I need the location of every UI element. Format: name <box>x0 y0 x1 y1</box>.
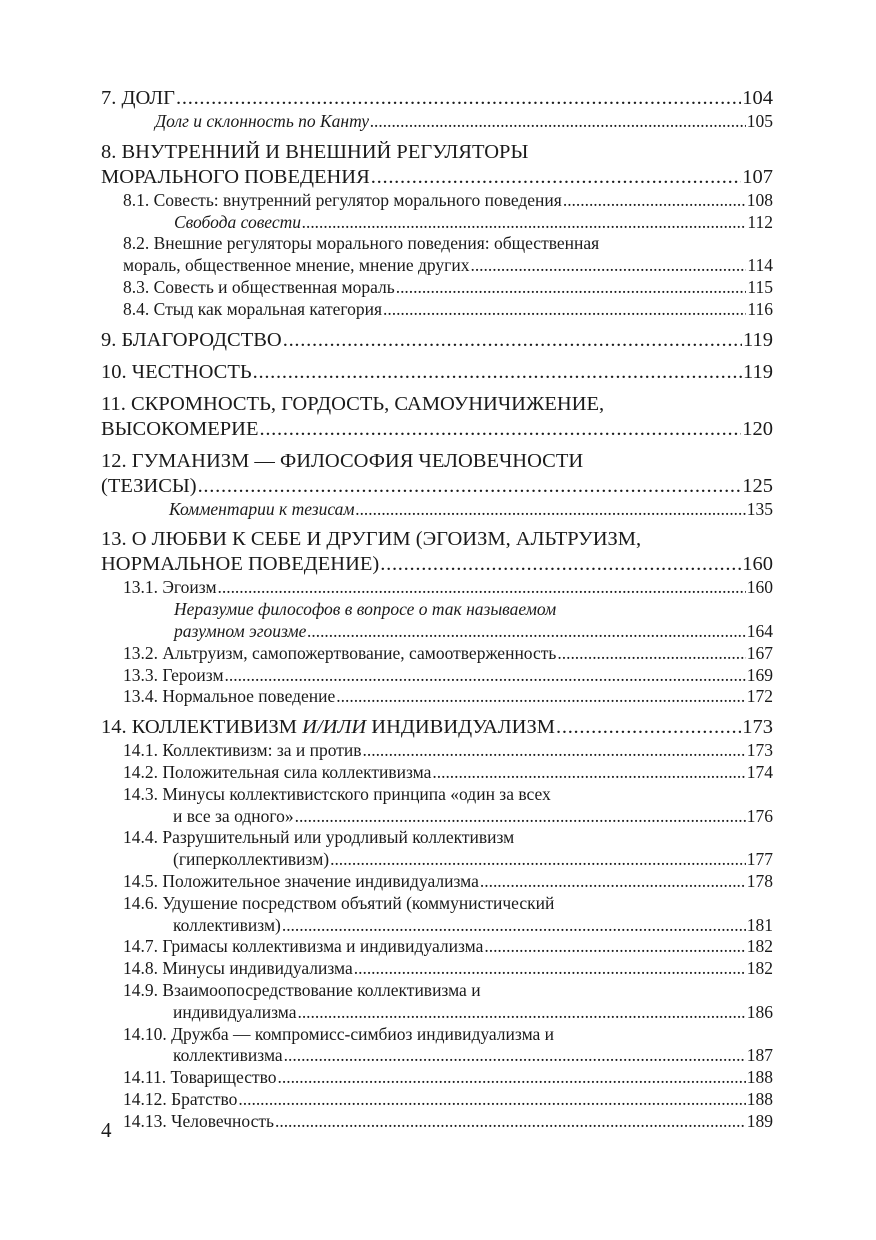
toc-entry-title: и все за одного» <box>173 805 294 826</box>
toc-entry-title: коллективизм) <box>173 914 281 935</box>
dot-leader <box>218 577 746 599</box>
toc-entry-title: 14.4. Разрушительный или уродливый коллективизм <box>123 827 515 848</box>
toc-entry-line <box>101 552 773 577</box>
toc-entry <box>101 190 773 212</box>
toc-entry-line <box>101 417 773 442</box>
toc-entry-line <box>123 1024 773 1046</box>
toc-entry-title: 13.2. Альтруизм, самопожертвование, самоотверженность <box>123 642 557 663</box>
toc-entry-line <box>101 328 773 353</box>
toc-page-number: 107 <box>742 165 773 188</box>
toc-entry-title: 13. О ЛЮБВИ К СЕБЕ И ДРУГИМ (ЭГОИЗМ, АЛЬТРУИЗМ, <box>101 528 642 551</box>
toc-page-number: 176 <box>746 805 773 826</box>
toc-entry <box>101 360 773 385</box>
toc-entry-line <box>123 299 773 321</box>
toc-entry-title: 14.1. Коллективизм: за и против <box>123 740 362 761</box>
toc-page-number: 120 <box>742 417 773 440</box>
toc-page-number: 181 <box>746 914 773 935</box>
toc-entry-line <box>123 255 773 277</box>
dot-leader <box>297 1002 745 1024</box>
toc-entry <box>101 392 773 442</box>
toc-entry-line <box>123 936 773 958</box>
toc-entry-line <box>101 392 773 417</box>
dot-leader <box>380 552 741 577</box>
toc-entry-line <box>123 1067 773 1089</box>
toc-page-number: 188 <box>746 1067 773 1088</box>
toc-entry-line <box>101 715 773 740</box>
toc-entry-line <box>101 86 773 111</box>
dot-leader <box>470 255 746 277</box>
dot-leader <box>198 474 742 499</box>
dot-leader <box>356 499 746 521</box>
toc-page-number: 160 <box>746 577 773 598</box>
toc-entry-line <box>155 111 773 133</box>
toc-entry-title: 14.6. Удушение посредством объятий (коммунистический <box>123 892 555 913</box>
dot-leader <box>363 740 746 762</box>
toc-entry-line <box>123 827 773 849</box>
toc-entry-title: 12. ГУМАНИЗМ — ФИЛОСОФИЯ ЧЕЛОВЕЧНОСТИ <box>101 449 584 472</box>
dot-leader <box>284 1045 746 1067</box>
toc-entry <box>101 86 773 111</box>
toc-entry-title: 14.3. Минусы коллективистского принципа «один за всех <box>123 783 551 804</box>
toc-entry <box>101 140 773 190</box>
toc-entry-title: 8.4. Стыд как моральная категория <box>123 298 383 319</box>
toc-entry <box>101 643 773 665</box>
toc-page-number: 187 <box>746 1045 773 1066</box>
toc-entry-line <box>123 871 773 893</box>
dot-leader <box>336 686 745 708</box>
toc-page-number: 116 <box>747 298 773 319</box>
dot-leader <box>563 190 746 212</box>
toc-entry-title: разумном эгоизме <box>174 620 307 641</box>
toc-page-number: 167 <box>746 642 773 663</box>
dot-leader <box>557 643 745 665</box>
dot-leader <box>556 715 741 740</box>
page-number: 4 <box>101 1118 112 1142</box>
toc-entry-title: Долг и склонность по Канту <box>155 111 370 131</box>
toc-page-number: 188 <box>746 1088 773 1109</box>
toc-entry <box>101 665 773 687</box>
toc-entry-line <box>123 190 773 212</box>
toc-page-number: 119 <box>743 360 773 383</box>
toc-entry <box>101 233 773 277</box>
toc-entry-title: 14.9. Взаимоопосредствование коллективизма и <box>123 979 481 1000</box>
toc-entry-line <box>174 212 773 234</box>
toc-entry-title: НОРМАЛЬНОЕ ПОВЕДЕНИЕ) <box>101 553 380 576</box>
toc-entry-line <box>101 360 773 385</box>
toc-entry <box>101 449 773 499</box>
toc-page-number: 186 <box>746 1001 773 1022</box>
dot-leader <box>176 86 741 111</box>
toc-page-number: 182 <box>746 936 773 957</box>
toc-entry-line <box>123 980 773 1002</box>
dot-leader <box>259 417 741 442</box>
toc-entry <box>101 577 773 599</box>
toc-entry <box>101 871 773 893</box>
toc-entry-title: индивидуализма <box>173 1001 297 1022</box>
dot-leader <box>432 762 745 784</box>
toc-entry-line <box>123 665 773 687</box>
toc-entry-title: 14.7. Гримасы коллективизма и индивидуализма <box>123 936 484 957</box>
dot-leader <box>371 165 741 190</box>
toc-entry <box>101 212 773 234</box>
toc-entry-title: 8.3. Совесть и общественная мораль <box>123 276 395 297</box>
toc-page-number: 164 <box>746 620 773 641</box>
toc-entry-line <box>123 277 773 299</box>
toc-entry-title: 14.13. Человечность <box>123 1110 274 1131</box>
toc-entry-title: 14.10. Дружба — компромисс-симбиоз индивидуализма и <box>123 1023 555 1044</box>
toc-entry-line <box>123 1111 773 1133</box>
toc-entry <box>101 499 773 521</box>
toc-entry <box>101 762 773 784</box>
toc-entry-line <box>123 577 773 599</box>
toc-entry-title: 13.4. Нормальное поведение <box>123 686 336 707</box>
toc-entry <box>101 893 773 937</box>
toc-entry-line <box>101 527 773 552</box>
toc-entry-line <box>101 474 773 499</box>
toc-entry-line <box>123 686 773 708</box>
toc-entry-line <box>101 449 773 474</box>
table-of-contents <box>101 86 773 1133</box>
toc-entry-title: 10. ЧЕСТНОСТЬ <box>101 360 252 383</box>
toc-entry-line <box>123 893 773 915</box>
toc-entry-title: 14. КОЛЛЕКТИВИЗМ И/ИЛИ ИНДИВИДУАЛИЗМ <box>101 716 555 739</box>
toc-entry <box>101 827 773 871</box>
dot-leader <box>253 360 742 385</box>
dot-leader <box>238 1089 745 1111</box>
toc-page-number: 119 <box>743 328 773 351</box>
toc-entry-title: (гиперколлективизм) <box>173 849 330 870</box>
toc-page-number: 114 <box>747 255 773 276</box>
toc-entry-title: мораль, общественное мнение, мнение других <box>123 255 470 276</box>
toc-entry <box>101 1111 773 1133</box>
toc-entry-line <box>123 849 773 871</box>
toc-page-number: 160 <box>742 553 773 576</box>
toc-entry-line <box>123 762 773 784</box>
toc-page-number: 105 <box>746 111 773 131</box>
toc-entry-line <box>174 599 773 621</box>
toc-entry <box>101 958 773 980</box>
toc-page-number: 173 <box>746 740 773 761</box>
toc-entry-title: 8. ВНУТРЕННИЙ И ВНЕШНИЙ РЕГУЛЯТОРЫ <box>101 140 529 163</box>
dot-leader <box>278 1067 746 1089</box>
toc-entry <box>101 599 773 643</box>
toc-entry-title: Неразумие философов в вопросе о так называемом <box>174 599 557 620</box>
toc-page-number: 104 <box>742 87 773 109</box>
toc-entry-title: коллективизма <box>173 1045 283 1066</box>
toc-page-number: 108 <box>746 189 773 210</box>
toc-page-number: 189 <box>746 1110 773 1131</box>
toc-entry <box>101 328 773 353</box>
toc-entry-title: 14.11. Товарищество <box>123 1067 277 1088</box>
toc-page-number: 178 <box>746 870 773 891</box>
dot-leader <box>383 299 746 321</box>
dot-leader <box>330 849 746 871</box>
toc-entry-line <box>101 140 773 165</box>
toc-entry-line <box>174 621 773 643</box>
dot-leader <box>295 806 746 828</box>
toc-entry <box>101 1024 773 1068</box>
dot-leader <box>396 277 747 299</box>
toc-entry-line <box>123 643 773 665</box>
toc-entry-line <box>123 915 773 937</box>
toc-page-number: 182 <box>746 958 773 979</box>
dot-leader <box>275 1111 746 1133</box>
toc-entry-title: 11. СКРОМНОСТЬ, ГОРДОСТЬ, САМОУНИЧИЖЕНИЕ, <box>101 392 605 415</box>
toc-entry <box>101 277 773 299</box>
toc-entry <box>101 740 773 762</box>
toc-entry-title: 14.5. Положительное значение индивидуализма <box>123 870 479 891</box>
toc-entry-title: 13.3. Героизм <box>123 664 224 685</box>
toc-entry-line <box>123 1089 773 1111</box>
toc-entry-line <box>123 958 773 980</box>
dot-leader <box>282 915 746 937</box>
toc-entry <box>101 1067 773 1089</box>
toc-entry-line <box>123 806 773 828</box>
toc-entry-line <box>123 1045 773 1067</box>
dot-leader <box>354 958 746 980</box>
toc-entry-title: 9. БЛАГОРОДСТВО <box>101 328 282 351</box>
toc-page-number: 112 <box>747 211 773 232</box>
dot-leader <box>225 665 746 687</box>
toc-entry-title: 8.1. Совесть: внутренний регулятор морального поведения <box>123 189 562 210</box>
toc-entry-line <box>123 740 773 762</box>
toc-entry-title: МОРАЛЬНОГО ПОВЕДЕНИЯ <box>101 165 370 188</box>
toc-entry <box>101 936 773 958</box>
toc-page-number: 169 <box>746 664 773 685</box>
toc-entry-line <box>169 499 773 521</box>
toc-page-number: 115 <box>747 276 773 297</box>
toc-entry-line <box>123 1002 773 1024</box>
toc-entry-title: 7. ДОЛГ <box>101 87 176 109</box>
toc-entry-title: 13.1. Эгоизм <box>123 577 217 598</box>
toc-entry <box>101 111 773 133</box>
dot-leader <box>283 328 742 353</box>
toc-entry-title: 14.8. Минусы индивидуализма <box>123 958 353 979</box>
toc-page-number: 172 <box>746 686 773 707</box>
toc-entry-title: 14.12. Братство <box>123 1088 238 1109</box>
toc-entry-title: Свобода совести <box>174 211 301 232</box>
dot-leader <box>480 871 746 893</box>
toc-entry-title: ВЫСОКОМЕРИЕ <box>101 417 259 440</box>
toc-entry-title: 8.2. Внешние регуляторы морального поведения: общественная <box>123 233 600 254</box>
dot-leader <box>484 936 745 958</box>
toc-page-number: 125 <box>742 474 773 497</box>
toc-entry-line <box>101 165 773 190</box>
toc-entry-title: Комментарии к тезисам <box>169 498 355 519</box>
toc-entry <box>101 527 773 577</box>
dot-leader <box>370 111 746 133</box>
toc-entry-title: 14.2. Положительная сила коллективизма <box>123 761 432 782</box>
toc-entry <box>101 299 773 321</box>
toc-page-number: 177 <box>746 849 773 870</box>
toc-page-number: 135 <box>746 498 773 519</box>
toc-entry-line <box>123 233 773 255</box>
toc-entry <box>101 980 773 1024</box>
toc-entry <box>101 715 773 740</box>
toc-page-number: 174 <box>746 761 773 782</box>
dot-leader <box>307 621 745 643</box>
toc-entry-title: (ТЕЗИСЫ) <box>101 474 197 497</box>
toc-entry <box>101 784 773 828</box>
toc-page-number: 173 <box>742 716 773 739</box>
dot-leader <box>302 212 746 234</box>
toc-entry <box>101 686 773 708</box>
toc-entry <box>101 1089 773 1111</box>
toc-entry-line <box>123 784 773 806</box>
